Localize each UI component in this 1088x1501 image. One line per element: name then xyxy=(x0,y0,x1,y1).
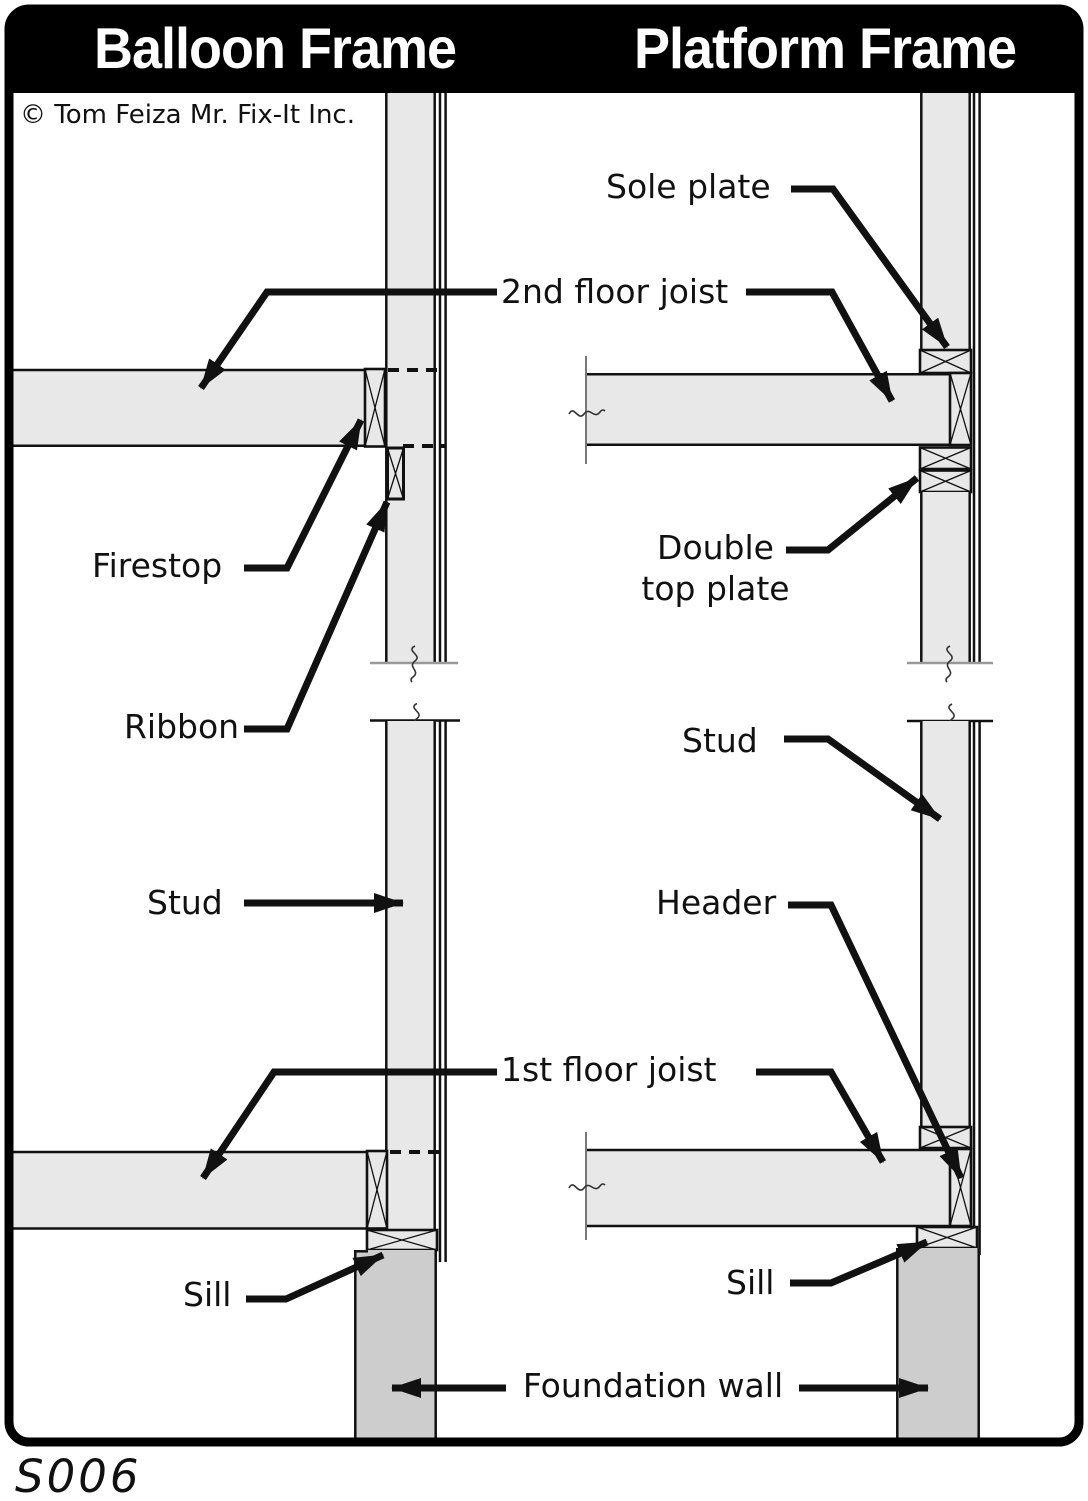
balloon-frame-title: Balloon Frame xyxy=(93,17,457,81)
label-1st-floor-joist: 1st floor joist xyxy=(501,1050,717,1089)
label-double-top-plate xyxy=(613,527,818,609)
label-2nd-floor-joist: 2nd floor joist xyxy=(501,272,729,311)
label-sill-left: Sill xyxy=(183,1275,232,1314)
label-ribbon: Ribbon xyxy=(124,707,240,746)
copyright-text: © Tom Feiza Mr. Fix-It Inc. xyxy=(20,100,355,130)
balloon-sheathing-lower xyxy=(440,721,446,1262)
arrow-1st-floor-joist-right xyxy=(756,1072,883,1162)
platform-stud-2nd-story xyxy=(920,93,971,350)
balloon-stud-upper xyxy=(385,93,436,663)
label-stud-right: Stud xyxy=(682,721,758,760)
label-sole-plate: Sole plate xyxy=(606,167,771,206)
balloon-2nd-floor-joist xyxy=(13,369,365,447)
platform-frame-title: Platform Frame xyxy=(633,17,1017,81)
diagram-code: S006 xyxy=(15,1450,142,1501)
platform-stud-below-plates xyxy=(920,492,971,663)
label-stud-left: Stud xyxy=(147,883,223,922)
label-header: Header xyxy=(656,883,777,922)
platform-stud-1st-story xyxy=(920,721,971,1127)
label-double-top-plate-line1: Double xyxy=(657,528,774,567)
label-sill-right: Sill xyxy=(726,1263,775,1302)
platform-sheathing-upper xyxy=(974,93,980,663)
platform-foundation-wall xyxy=(896,1248,980,1441)
platform-2nd-floor-joist xyxy=(586,373,951,446)
arrow-ribbon xyxy=(244,502,387,729)
platform-sheathing-lower xyxy=(974,721,980,1255)
balloon-foundation-wall xyxy=(354,1250,437,1441)
platform-1st-floor-joist xyxy=(586,1149,951,1227)
balloon-sheathing-upper xyxy=(440,93,446,663)
label-foundation-wall: Foundation wall xyxy=(522,1366,784,1405)
balloon-1st-floor-joist xyxy=(13,1151,367,1229)
label-firestop: Firestop xyxy=(92,546,223,585)
arrow-stud-right xyxy=(784,739,940,819)
label-double-top-plate-line2: top plate xyxy=(641,569,790,608)
